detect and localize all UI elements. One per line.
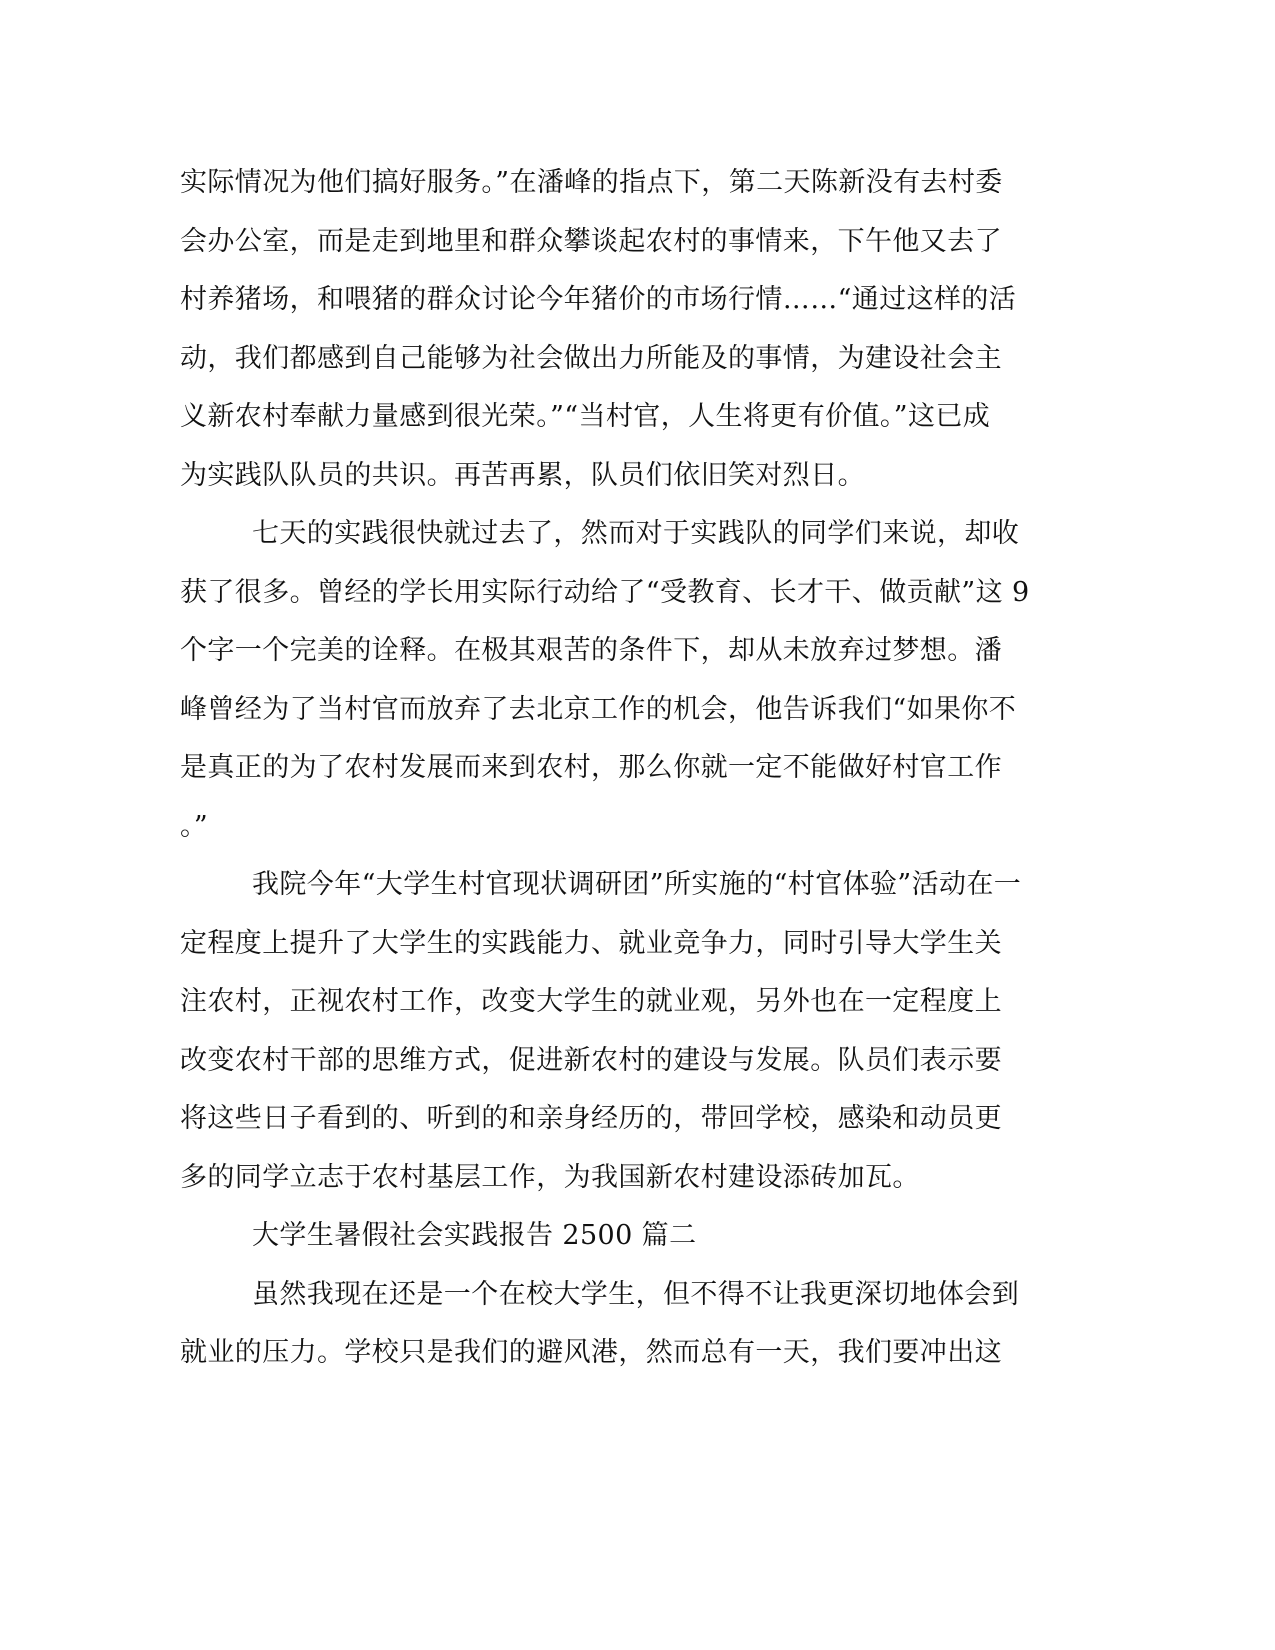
section-heading: 大学生暑假社会实践报告 2500 篇二 bbox=[252, 1220, 697, 1251]
text-line: 个字一个完美的诠释。在极其艰苦的条件下，却从未放弃过梦想。潘 bbox=[180, 635, 1002, 666]
paragraph-start-line: 我院今年“大学生村官现状调研团”所实施的“村官体验”活动在一 bbox=[252, 869, 1022, 900]
body-text bbox=[180, 154, 1040, 1383]
paragraph-start-line: 虽然我现在还是一个在校大学生，但不得不让我更深切地体会到 bbox=[252, 1278, 1020, 1310]
paragraph-start-line: 七天的实践很快就过去了，然而对于实践队的同学们来说，却收 bbox=[252, 518, 1020, 549]
text-line: 义新农村奉献力量感到很光荣。”“当村官，人生将更有价值。”这已成 bbox=[180, 401, 991, 432]
text-line: 获了很多。曾经的学长用实际行动给了“受教育、长才干、做贡献”这 9 bbox=[180, 576, 1030, 608]
text-line: 村养猪场，和喂猪的群众讨论今年猪价的市场行情……“通过这样的活 bbox=[180, 284, 1017, 315]
text-line: 定程度上提升了大学生的实践能力、就业竞争力，同时引导大学生关 bbox=[180, 927, 1002, 959]
text-line: 是真正的为了农村发展而来到农村，那么你就一定不能做好村官工作 bbox=[180, 752, 1002, 783]
text-line: 多的同学立志于农村基层工作，为我国新农村建设添砖加瓦。 bbox=[180, 1161, 920, 1193]
text-line: 改变农村干部的思维方式，促进新农村的建设与发展。队员们表示要 bbox=[180, 1044, 1002, 1076]
text-line: 注农村，正视农村工作，改变大学生的就业观，另外也在一定程度上 bbox=[180, 986, 1002, 1017]
text-line: 为实践队队员的共识。再苦再累，队员们依旧笑对烈日。 bbox=[180, 459, 865, 491]
text-line: 。” bbox=[180, 810, 209, 842]
text-line: 动，我们都感到自己能够为社会做出力所能及的事情，为建设社会主 bbox=[180, 342, 1002, 374]
text-line: 就业的压力。学校只是我们的避风港，然而总有一天，我们要冲出这 bbox=[180, 1337, 1002, 1368]
text-line: 会办公室，而是走到地里和群众攀谈起农村的事情来，下午他又去了 bbox=[180, 225, 1002, 257]
text-line: 实际情况为他们搞好服务。”在潘峰的指点下，第二天陈新没有去村委 bbox=[180, 167, 1003, 198]
text-line: 将这些日子看到的、听到的和亲身经历的，带回学校，感染和动员更 bbox=[180, 1103, 1002, 1134]
text-line: 峰曾经为了当村官而放弃了去北京工作的机会，他告诉我们“如果你不 bbox=[180, 693, 1017, 725]
